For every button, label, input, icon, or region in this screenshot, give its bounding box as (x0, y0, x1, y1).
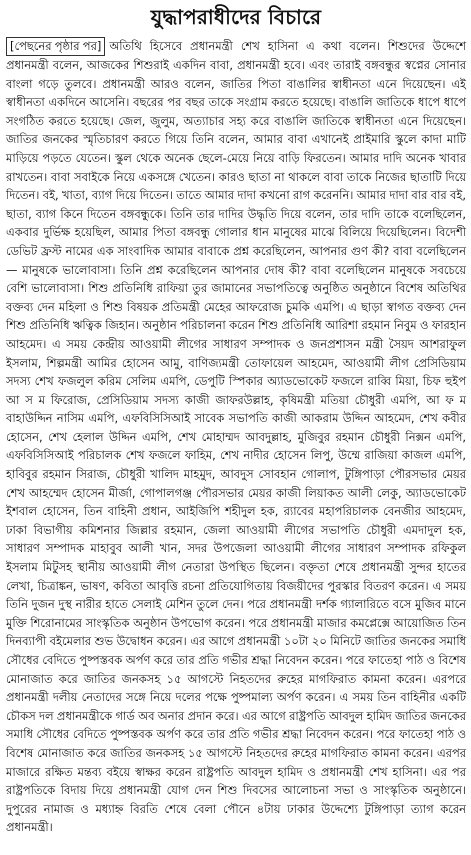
article-body-text: অতিথি হিসেবে প্রধানমন্ত্রী শেখ হাসিনা এ কথা বলেন। শিশুদের উদ্দেশে প্রধানমন্ত্রী বলেন, আজকের শিশুরাই একদিন বাবা, প্রধানমন্ত্রী হবে। এবং তারাই বঙ্গবন্ধুর স্বপ্নের সোনার বাংলা গড়ে তুলবে। প্রধানমন্ত্রী আরও বলেন, জাতির পিতা বাঙালির স্বাধীনতা এনে দিয়েছেন। এই স্বাধীনতা একদিনে আসেনি। বছরের পর বছর তাকে সংগ্রাম করতে হয়েছে। বাঙালি জাতিকে ধাপে ধাপে সংগঠিত করতে হয়েছে। জেল, জুলুম, অত্যাচার সহ্য করে বাঙালি জাতিকে স্বাধীনতা এনে দিয়েছেন। জাতির জনকের স্মৃতিচারণ করতে গিয়ে তিনি বলেন, আমার বাবা এখানেই প্রাইমারি স্কুলে কাদা মাটি মাড়িয়ে পড়তে যেতেন। স্কুল থেকে অনেক ছেলে-মেয়ে নিয়ে বাড়ি ফিরতেন। আমার দাদি অনেক খাবার রাখতেন। বাবা সবাইকে নিয়ে একসঙ্গে খেতেন। কারও ছাতা না থাকলে বাবা তাকে নিজের ছাতাটি দিয়ে দিতেন। বই, খাতা, ব্যাগ দিয়ে দিতেন। তাতে আমার দাদা কখনো রাগ করেননি। আমার দাদা বার বার বই, ছাতা, ব্যাগ কিনে দিতেন বঙ্গবন্ধুকে। তিনি তার দাদির উদ্ধৃতি দিয়ে বলেন, তার দাদি তাকে বলেছিলেন, একবার দুর্ভিক্ষ হয়েছিল, আমার পিতা বঙ্গবন্ধু গোলার ধান মানুষের মাঝে বিলিয়ে দিয়েছিলেন। বিদেশী ডেভিট ফ্রস্ট নামের এক সাংবাদিক আমার বাবাকে প্রশ্ন করেছিলেন, আপনার গুণ কী? বাবা বলেছিলেন— মানুষকে ভালোবাসা। তিনি প্রশ্ন করেছিলেন আপনার দোষ কী? বাবা বলেছিলেন মানুষকে সবচেয়ে বেশি ভালোবাসা। শিশু প্রতিনিধি রাফিয়া তুর জামানের সভাপতিত্বে অনুষ্ঠিত অনুষ্ঠানে বিশেষ অতিথির বক্তব্য দেন মহিলা ও শিশু বিষয়ক প্রতিমন্ত্রী মেহের আফরোজ চুমকি এমপি। এ ছাড়া স্বাগত বক্তব্য দেন শিশু প্রতিনিধি ঋত্বিক জিহান। অনুষ্ঠান পরিচালনা করেন শিশু প্রতিনিধি আরিশা রহমান নিবুম ও ফারহান আহমেদ। এ সময় কেন্দ্রীয় আওয়ামী লীগের সাধারণ সম্পাদক ও জনপ্রশাসন মন্ত্রী সৈয়দ আশরাফুল ইসলাম, শিল্পমন্ত্রী আমির হোসেন আমু, বাণিজ্যমন্ত্রী তোফায়েল আহমেদ, আওয়ামী লীগ প্রেসিডিয়াম সদস্য শেখ ফজলুল করিম সেলিম এমপি, ডেপুটি স্পিকার অ্যাডভোকেট ফজলে রাব্বি মিয়া, চিফ হুইপ আ স ম ফিরোজ, প্রেসিডিয়াম সদস্য কাজী জাফরউল্লাহ, কৃষিমন্ত্রী মতিয়া চৌধুরী এমপি, আ ফ ম বাহাউদ্দিন নাসিম এমপি, এফবিসিসিআই সাবেক সভাপতি কাজী আকরাম উদ্দিন আহমেদ, শেখ কবীর হোসেন, শেখ হেলাল উদ্দিন এমপি, শেখ মোহাম্মদ আবদুল্লাহ, মুজিবুর রহমান চৌধুরী নিক্সন এমপি, এফবিসিসিআই পরিচালক শেখ ফজলে ফাহিম, শেখ নাদীর হোসেন লিপু, উম্মে রাজিয়া কাজল এমপি, হাবিবুর রহমান সিরাজ, চৌধুরী খালিদ মাহমুদ, আবদুস সোবহান গোলাপ, টুঙ্গিপাড়া পৌরসভার মেয়র শেখ আহম্মেদ হোসেন মীর্জা, গোপালগঞ্জ পৌরসভার মেয়র কাজী লিয়াকত আলী লেকু, অ্যাডভোকেট ইশবাল হোসেন, তিন বাহিনী প্রধান, আইজিপি শহীদুল হক, র‍্যাবের মহাপরিচালক বেনজীর আহমেদ, ঢাকা বিভাগীয় কমিশনার জিল্লার রহমান, জেলা আওয়ামী লীগের সভাপতি চৌধুরী এমদাদুল হক, সাধারণ সম্পাদক মাহাবুব আলী খান, সদর উপজেলা আওয়ামী লীগের সাধারণ সম্পাদক রফিকুল ইসলাম মিটুসহ স্থানীয় আওয়ামী লীগ নেতারা উপস্থিত ছিলেন। বক্তৃতা শেষে প্রধানমন্ত্রী সুন্দর হাতের লেখা, চিত্রাঙ্কন, ভাষণ, কবিতা আবৃত্তি রচনা প্রতিযোগিতায় বিজয়ীদের পুরস্কার বিতরণ করেন। এ সময় তিনি দুজন দুস্থ নারীর হাতে সেলাই মেশিন তুলে দেন। পরে প্রধানমন্ত্রী দর্শক গ্যালারিতে বসে মুজিব মানে মুক্তি শিরোনামের সাংস্কৃতিক অনুষ্ঠান উপভোগ করেন। পরে প্রধানমন্ত্রী মাজার কমপ্লেক্সে আয়োজিত তিন দিনব্যাপী বইমেলার শুভ উদ্বোধন করেন। এর আগে প্রধানমন্ত্রী ১০টা ২০ মিনিটে জাতির জনকের সমাধি সৌধের বেদিতে পুষ্পস্তবক অর্পণ করে তার প্রতি গভীর শ্রদ্ধা নিবেদন করেন। পরে ফাতেহা পাঠ ও বিশেষ মোনাজাত করে জাতির জনকসহ ১৫ আগস্টে নিহতদের রুহের মাগফিরাত কামনা করেন। এরপরে প্রধানমন্ত্রী দলীয় নেতাদের সঙ্গে নিয়ে দলের পক্ষে পুষ্পমাল্য অর্পণ করেন। এ সময় তিন বাহিনীর একটি চৌকস দল প্রধানমন্ত্রীকে গার্ড অব অনার প্রদান করে। এর আগে রাষ্ট্রপতি আবদুল হামিদ জাতির জনকের সমাধি সৌধের বেদিতে পুষ্পস্তবক অর্পণ করে তার প্রতি গভীর শ্রদ্ধা নিবেদন করেন। পরে ফাতেহা পাঠ ও বিশেষ মোনাজাত করে জাতির জনকসহ ১৫ আগস্টে নিহতদের রুহের মাগফিরাত কামনা করেন। এরপর মাজারে রক্ষিত মন্তব্য বইয়ে স্বাক্ষর করেন রাষ্ট্রপতি আবদুল হামিদ ও প্রধানমন্ত্রী শেখ হাসিনা। এর পর রাষ্ট্রপতিকে বিদায় দিয়ে প্রধানমন্ত্রী যোগ দেন শিশু দিবসের আলোচনা সভা ও সাংস্কৃতিক অনুষ্ঠানে। দুপুরের নামাজ ও মধ্যাহ্ন বিরতি শেষে বেলা পৌনে ৪টায় ঢাকার উদ্দেশ্যে টুঙ্গিপাড়া ত্যাগ করেন প্রধানমন্ত্রী। (6, 39, 466, 835)
article-headline: যুদ্ধাপরাধীদের বিচারে (150, 5, 322, 29)
continued-from-previous-page-tag: [পেছনের পৃষ্ঠার পর] (6, 37, 105, 56)
article-body (6, 37, 466, 837)
